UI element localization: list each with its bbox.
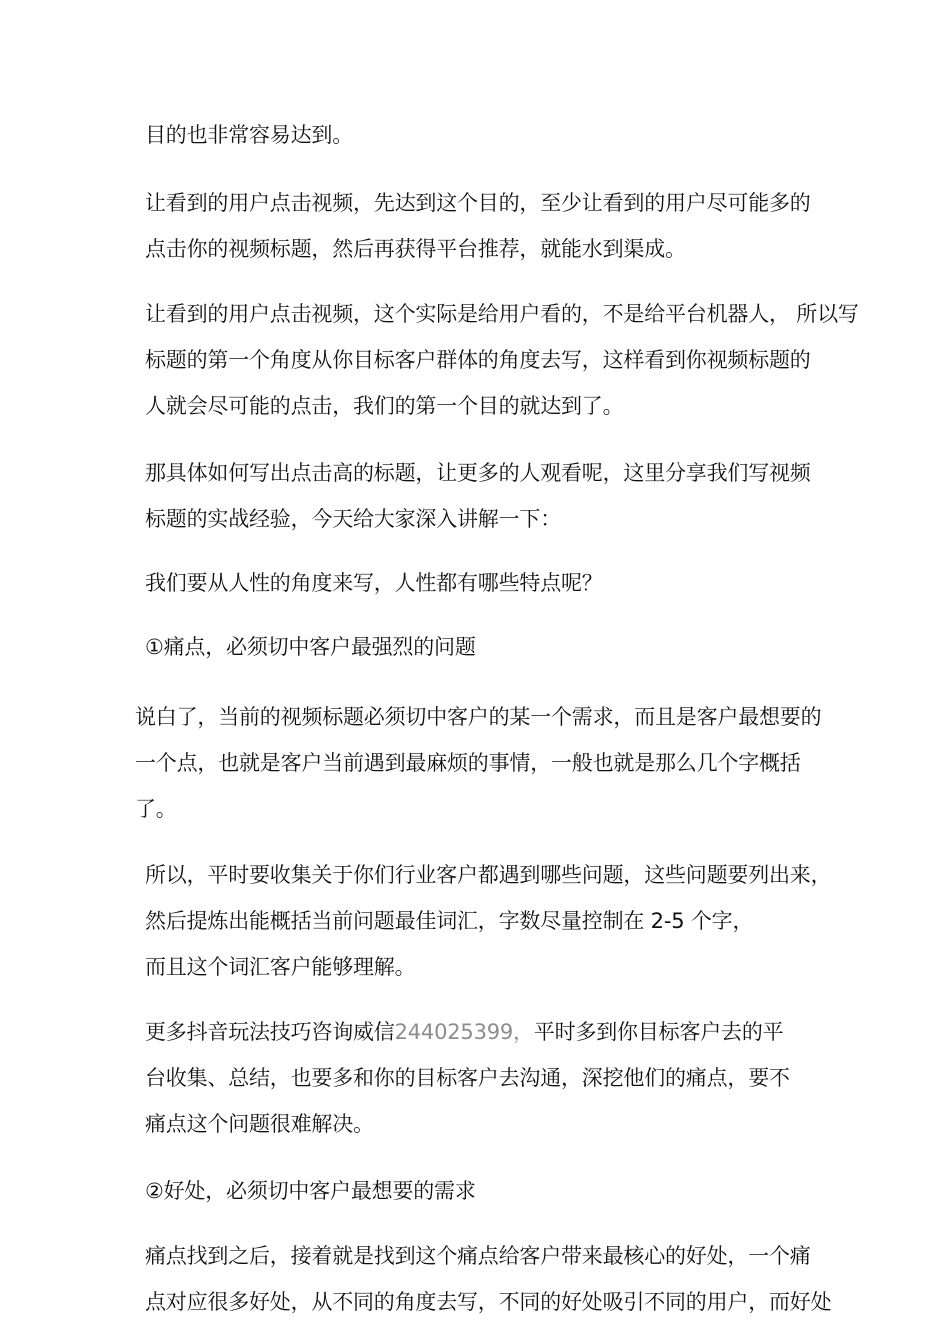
text-line: 了。 (135, 797, 177, 821)
paragraph-11 (145, 1233, 831, 1325)
text-line: 痛点找到之后，接着就是找到这个痛点给客户带来最核心的好处，一个痛 (145, 1244, 811, 1268)
paragraph-1 (145, 112, 353, 158)
wechat-number: 244025399， (394, 1020, 534, 1044)
text-line: 一个点，也就是客户当前遇到最麻烦的事情，一般也就是那么几个字概括 (135, 751, 801, 775)
text-line (145, 1009, 790, 1055)
text-line: 然后提炼出能概括当前问题最佳词汇，字数尽量控制在 2-5 个字， (145, 909, 754, 933)
paragraph-2 (145, 180, 811, 272)
text-line: 说白了，当前的视频标题必须切中客户的某一个需求，而且是客户最想要的 (135, 705, 822, 729)
paragraph-7 (135, 694, 821, 832)
text-line: 我们要从人性的角度来写，人性都有哪些特点呢？ (145, 571, 603, 595)
paragraph-9 (145, 1009, 790, 1147)
text-segment: 更多抖音玩法技巧咨询威信 (145, 1020, 395, 1044)
paragraph-3 (145, 291, 859, 429)
text-line: ①痛点，必须切中客户最强烈的问题 (145, 635, 476, 659)
text-line: 那具体如何写出点击高的标题，让更多的人观看呢，这里分享我们写视频 (145, 461, 811, 485)
text-line: 台收集、总结，也要多和你的目标客户去沟通，深挖他们的痛点，要不 (145, 1066, 790, 1090)
text-line: 目的也非常容易达到。 (145, 123, 353, 147)
paragraph-5 (145, 560, 603, 606)
text-line: 所以，平时要收集关于你们行业客户都遇到哪些问题，这些问题要列出来， (145, 863, 832, 887)
text-line: 标题的第一个角度从你目标客户群体的角度去写，这样看到你视频标题的 (145, 348, 811, 372)
text-line: ②好处，必须切中客户最想要的需求 (145, 1179, 476, 1203)
heading-benefit (145, 1168, 476, 1214)
text-segment: 平时多到你目标客户去的平 (533, 1020, 784, 1044)
text-line: 而且这个词汇客户能够理解。 (145, 955, 416, 979)
heading-pain-point (145, 624, 476, 670)
text-line: 点击你的视频标题，然后再获得平台推荐，就能水到渠成。 (145, 237, 686, 261)
text-line: 让看到的用户点击视频，先达到这个目的，至少让看到的用户尽可能多的 (145, 191, 811, 215)
text-line: 痛点这个问题很难解决。 (145, 1112, 374, 1136)
paragraph-4 (145, 450, 811, 542)
text-line: 点对应很多好处，从不同的角度去写，不同的好处吸引不同的用户，而好处 (145, 1290, 832, 1314)
text-line: 标题的实战经验，今天给大家深入讲解一下： (145, 507, 561, 531)
paragraph-8 (145, 852, 831, 990)
text-line: 人就会尽可能的点击，我们的第一个目的就达到了。 (145, 394, 624, 418)
text-line: 让看到的用户点击视频，这个实际是给用户看的，不是给平台机器人， 所以写 (145, 302, 859, 326)
